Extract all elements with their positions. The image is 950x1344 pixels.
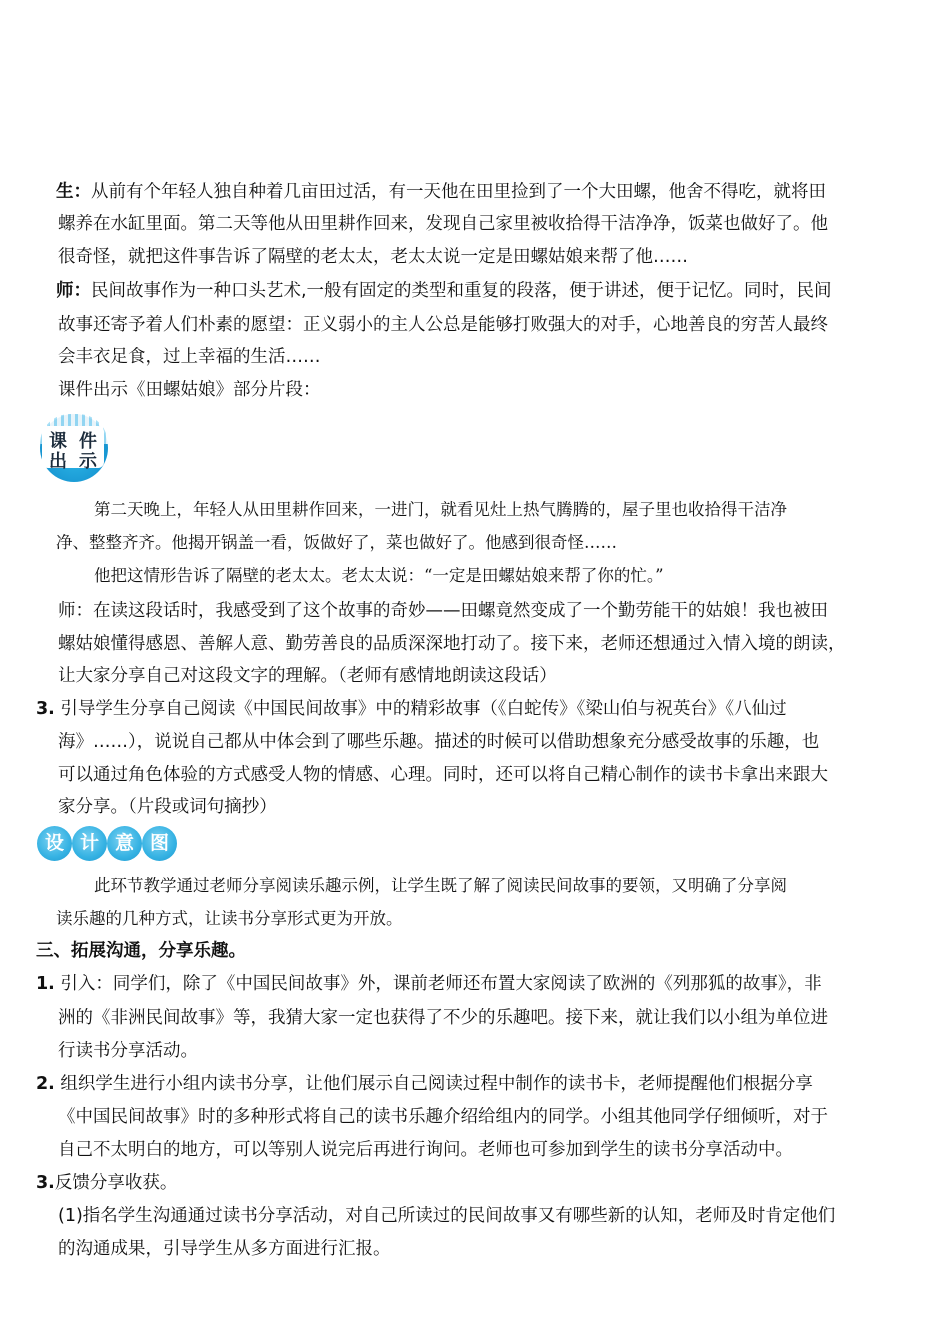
point-3-sub-line-1: (1)指名学生沟通通过读书分享活动，对自己所读过的民间故事又有哪些新的认知，老师及时肯定他们	[58, 1206, 836, 1226]
point-1-line-3: 行读书分享活动。	[58, 1041, 198, 1061]
badge-char: 计	[72, 826, 107, 861]
badge-char: 课	[49, 431, 67, 452]
teacher-reflection-line-1: 师：在读这段话时，我感受到了这个故事的奇妙——田螺竟然变成了一个勤劳能干的姑娘！我也被田	[58, 601, 828, 621]
step-3-line-3: 可以通过角色体验的方式感受人物的情感、心理。同时，还可以将自己精心制作的读书卡拿出来跟大	[58, 765, 828, 785]
badge-char: 设	[37, 826, 72, 861]
step-3-line-1: 3. 引导学生分享自己阅读《中国民间故事》中的精彩故事（《白蛇传》《梁山伯与祝英台》《八仙过	[36, 699, 787, 719]
courseware-intro: 课件出示《田螺姑娘》部分片段：	[58, 380, 321, 400]
point-number: 3.	[36, 1173, 55, 1193]
student-answer-line-2: 螺养在水缸里面。第二天等他从田里耕作回来，发现自己家里被收拾得干洁净净，饭菜也做好了。他	[58, 214, 828, 234]
design-intent-badge	[37, 826, 177, 862]
story-excerpt-line-1: 第二天晚上，年轻人从田里耕作回来，一进门，就看见灶上热气腾腾的，屋子里也收拾得干洁净	[94, 500, 787, 519]
point-3-line-1: 3.反馈分享收获。	[36, 1173, 178, 1193]
student-answer-line-3: 很奇怪，就把这件事告诉了隔壁的老太太，老太太说一定是田螺姑娘来帮了他……	[58, 247, 688, 267]
badge-char: 示	[79, 451, 97, 472]
point-1-line-2: 洲的《非洲民间故事》等，我猜大家一定也获得了不少的乐趣吧。接下来，就让我们以小组为单位进	[58, 1008, 828, 1028]
student-answer-line-1: 生：从前有个年轻人独自种着几亩田过活，有一天他在田里捡到了一个大田螺，他舍不得吃，就将田	[56, 182, 826, 202]
teacher-remark-line-2: 故事还寄予着人们朴素的愿望：正义弱小的主人公总是能够打败强大的对手，心地善良的穷苦人最终	[58, 315, 828, 335]
badge-char: 出	[49, 451, 67, 472]
teacher-reflection-line-2: 螺姑娘懂得感恩、善解人意、勤劳善良的品质深深地打动了。接下来，老师还想通过入情入境的朗读，	[58, 634, 846, 654]
point-2-line-3: 自己不太明白的地方，可以等别人说完后再进行询问。老师也可参加到学生的读书分享活动中。	[58, 1140, 793, 1160]
step-3-line-2: 海》……），说说自己都从中体会到了哪些乐趣。描述的时候可以借助想象充分感受故事的乐趣，也	[58, 732, 820, 752]
point-number: 2.	[36, 1074, 55, 1094]
design-intent-line-2: 读乐趣的几种方式，让读书分享形式更为开放。	[56, 909, 403, 928]
section-heading: 三、拓展沟通，分享乐趣。	[36, 941, 246, 961]
design-intent-line-1: 此环节教学通过老师分享阅读乐趣示例，让学生既了解了阅读民间故事的要领，又明确了分享阅	[94, 876, 787, 895]
point-1-line-1: 1. 引入：同学们，除了《中国民间故事》外，课前老师还布置大家阅读了欧洲的《列那狐的故事》，非	[36, 974, 822, 994]
story-excerpt-line-3: 他把这情形告诉了隔壁的老太太。老太太说：“一定是田螺姑娘来帮了你的忙。”	[94, 566, 664, 585]
badge-char: 意	[107, 826, 142, 861]
badge-char: 图	[142, 826, 177, 861]
speaker-label-teacher: 师：	[56, 281, 91, 301]
teacher-reflection-line-3: 让大家分享自己对这段文字的理解。（老师有感情地朗读这段话）	[58, 666, 557, 686]
point-2-line-2: 《中国民间故事》时的多种形式将自己的读书乐趣介绍给组内的同学。小组其他同学仔细倾听，对于	[58, 1107, 828, 1127]
courseware-display-badge	[36, 412, 112, 488]
point-number: 1.	[36, 974, 55, 994]
story-excerpt-line-2: 净、整整齐齐。他揭开锅盖一看，饭做好了，菜也做好了。他感到很奇怪……	[56, 533, 617, 552]
step-3-line-4: 家分享。（片段或词句摘抄）	[58, 797, 277, 817]
speaker-label-student: 生：	[56, 182, 91, 202]
point-2-line-1: 2. 组织学生进行小组内读书分享，让他们展示自己阅读过程中制作的读书卡，老师提醒他们根据分享	[36, 1074, 813, 1094]
point-3-sub-line-2: 的沟通成果，引导学生从多方面进行汇报。	[58, 1239, 391, 1259]
teacher-remark-line-3: 会丰衣足食，过上幸福的生活……	[58, 347, 321, 367]
step-number: 3.	[36, 699, 55, 719]
badge-char: 件	[79, 431, 97, 452]
teacher-remark-line-1: 师：民间故事作为一种口头艺术,一般有固定的类型和重复的段落，便于讲述，便于记忆。同时，民间	[56, 281, 832, 301]
